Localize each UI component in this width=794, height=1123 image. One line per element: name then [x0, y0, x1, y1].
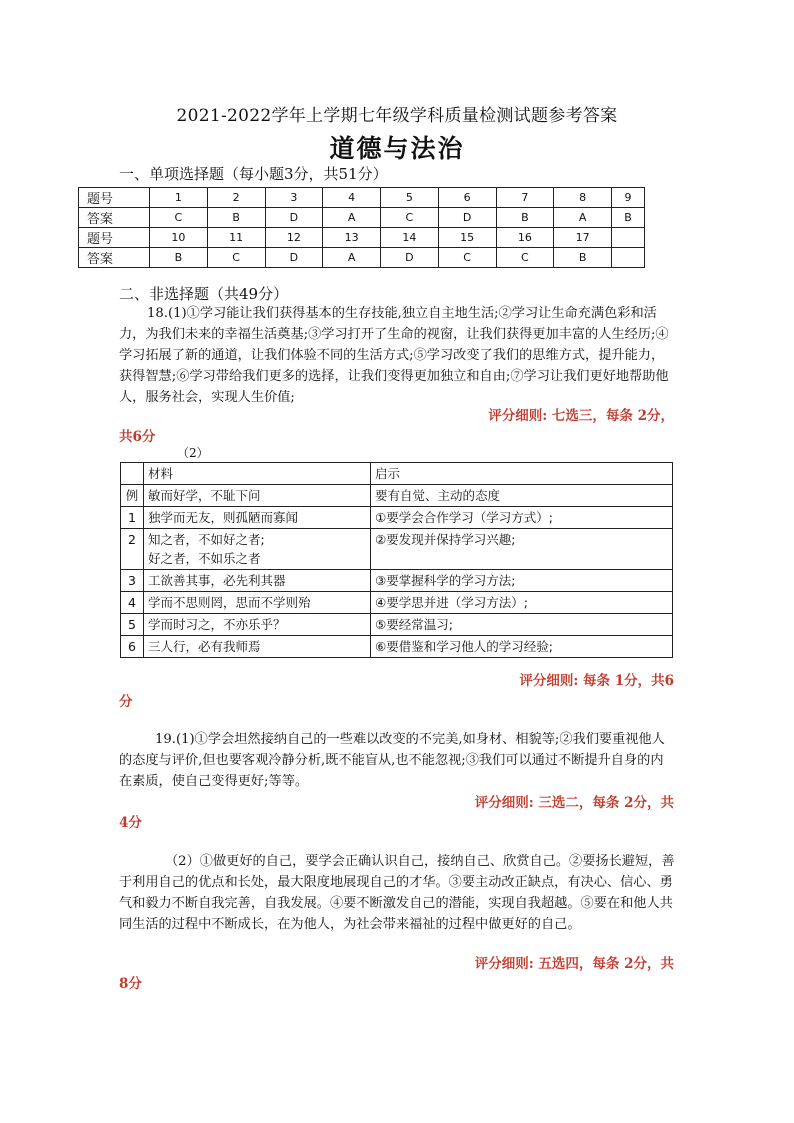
- table-header-cell: [121, 463, 144, 485]
- insight-cell: 要有自觉、主动的态度: [371, 485, 673, 507]
- table-row: [121, 485, 673, 507]
- table-cell: 1: [150, 188, 208, 208]
- table-cell: 8: [554, 188, 612, 208]
- section1-heading: 一、单项选择题（每小题3分，共51分）: [119, 165, 388, 183]
- document-subtitle: 2021-2022学年上学期七年级学科质量检测试题参考答案: [176, 106, 618, 126]
- table-cell: 7: [496, 188, 554, 208]
- q18-1-score-total: 共6分: [119, 429, 156, 445]
- table-row: [121, 614, 673, 636]
- table-row: [79, 188, 645, 208]
- table-cell: B: [207, 208, 265, 228]
- table-row: [79, 228, 645, 248]
- table-cell: 14: [381, 228, 439, 248]
- material-insight-table: [120, 462, 673, 658]
- q19-2-score-rule: 评分细则: 五选四，每条 2分，共: [474, 956, 674, 972]
- row-number: 5: [121, 614, 144, 636]
- table-row: [121, 636, 673, 658]
- table-header-row: [121, 463, 673, 485]
- q18-2-score-total: 分: [119, 694, 133, 710]
- table-cell: B: [554, 248, 612, 268]
- table-cell: C: [496, 248, 554, 268]
- table-cell: 10: [150, 228, 208, 248]
- row-label: 答案: [79, 208, 150, 228]
- table-cell: 5: [381, 188, 439, 208]
- table-cell: 12: [265, 228, 323, 248]
- table-cell: C: [438, 248, 496, 268]
- q19-2-score-total: 8分: [119, 976, 142, 992]
- table-cell: D: [265, 208, 323, 228]
- table-cell: 4: [323, 188, 381, 208]
- q18-1-score-rule: 评分细则: 七选三，每条 2分，: [488, 408, 674, 424]
- table-header-cell: 启示: [371, 463, 673, 485]
- material-cell: 知之者，不如好之者; 好之者，不如乐之者: [144, 529, 371, 570]
- table-cell: 15: [438, 228, 496, 248]
- table-row: [121, 570, 673, 592]
- table-row: [79, 208, 645, 228]
- table-cell: C: [150, 208, 208, 228]
- table-cell: C: [381, 208, 439, 228]
- insight-cell: ④要学思并进（学习方法）;: [371, 592, 673, 614]
- table-cell: 3: [265, 188, 323, 208]
- table-cell: A: [323, 248, 381, 268]
- table-cell: 9: [612, 188, 645, 208]
- insight-cell: ⑥要借鉴和学习他人的学习经验;: [371, 636, 673, 658]
- insight-cell: ③要掌握科学的学习方法;: [371, 570, 673, 592]
- table-cell: A: [554, 208, 612, 228]
- row-label: 题号: [79, 188, 150, 208]
- material-cell: 三人行，必有我师焉: [144, 636, 371, 658]
- table-cell: 17: [554, 228, 612, 248]
- table-cell: B: [150, 248, 208, 268]
- answer-table: [78, 187, 645, 268]
- table-cell: D: [265, 248, 323, 268]
- document-title: 道德与法治: [329, 134, 465, 163]
- table-cell: 13: [323, 228, 381, 248]
- table-row: [121, 592, 673, 614]
- table-cell: D: [438, 208, 496, 228]
- q18-1-answer: 18.(1)①学习能让我们获得基本的生存技能,独立自主地生活;②学习让生命充满色彩和活力，为我们未来的幸福生活奠基;③学习打开了生命的视窗，让我们获得更加丰富的人生经历;④学习拓展了新的通道，让我们体验不同的生活方式;⑤学习改变了我们的思维方式，提升能力，获得智慧;⑥学习带给我们更多的选择，让我们变得更加独立和自由;⑦学习让我们更好地帮助他人，服务社会，实现人生价值;: [119, 306, 669, 405]
- table-cell: B: [612, 208, 645, 228]
- material-cell: 敏而好学，不耻下问: [144, 485, 371, 507]
- material-cell: 学而不思则罔，思而不学则殆: [144, 592, 371, 614]
- q18-2-label: （2）: [177, 446, 209, 460]
- section2-heading: 二、非选择题（共49分）: [119, 285, 289, 303]
- q19-1-score-total: 4分: [119, 815, 142, 831]
- table-cell: 2: [207, 188, 265, 208]
- row-label: 答案: [79, 248, 150, 268]
- table-cell: C: [207, 248, 265, 268]
- table-cell: D: [381, 248, 439, 268]
- row-number: 2: [121, 529, 144, 570]
- q18-2-score-rule: 评分细则: 每条 1分，共6: [519, 673, 674, 689]
- row-number: 1: [121, 507, 144, 529]
- table-row: [121, 529, 673, 570]
- insight-cell: ②要发现并保持学习兴趣;: [371, 529, 673, 570]
- table-cell: B: [496, 208, 554, 228]
- table-cell: 11: [207, 228, 265, 248]
- row-number: 例: [121, 485, 144, 507]
- material-cell: 工欲善其事，必先利其器: [144, 570, 371, 592]
- table-cell: 16: [496, 228, 554, 248]
- table-cell: A: [323, 208, 381, 228]
- q19-2-answer: （2）①做更好的自己，要学会正确认识自己，接纳自己、欣赏自己。②要扬长避短，善于利用自己的优点和长处，最大限度地展现自己的才华。③要主动改正缺点，有决心、信心、勇气和毅力不断自我完善，自我发展。④要不断激发自己的潜能，实现自我超越。⑤要在和他人共同生活的过程中不断成长，在为他人，为社会带来福祉的过程中做更好的自己。: [119, 854, 675, 932]
- insight-cell: ⑤要经常温习;: [371, 614, 673, 636]
- table-header-cell: 材料: [144, 463, 371, 485]
- material-cell: 独学而无友，则孤陋而寡闻: [144, 507, 371, 529]
- table-row: [79, 248, 645, 268]
- table-cell: [612, 228, 645, 248]
- q19-1-score-rule: 评分细则: 三选二，每条 2分，共: [474, 795, 674, 811]
- table-row: [121, 507, 673, 529]
- insight-cell: ①要学会合作学习（学习方式）;: [371, 507, 673, 529]
- table-cell: 6: [438, 188, 496, 208]
- q19-1-answer: 19.(1)①学会坦然接纳自己的一些难以改变的不完美,如身材、相貌等;②我们要重视他人的态度与评价,但也要客观冷静分析,既不能盲从,也不能忽视;③我们可以通过不断提升自身的内在素质，使自己变得更好;等等。: [119, 732, 665, 789]
- row-number: 6: [121, 636, 144, 658]
- row-label: 题号: [79, 228, 150, 248]
- row-number: 4: [121, 592, 144, 614]
- table-cell: [612, 248, 645, 268]
- row-number: 3: [121, 570, 144, 592]
- material-cell: 学而时习之，不亦乐乎？: [144, 614, 371, 636]
